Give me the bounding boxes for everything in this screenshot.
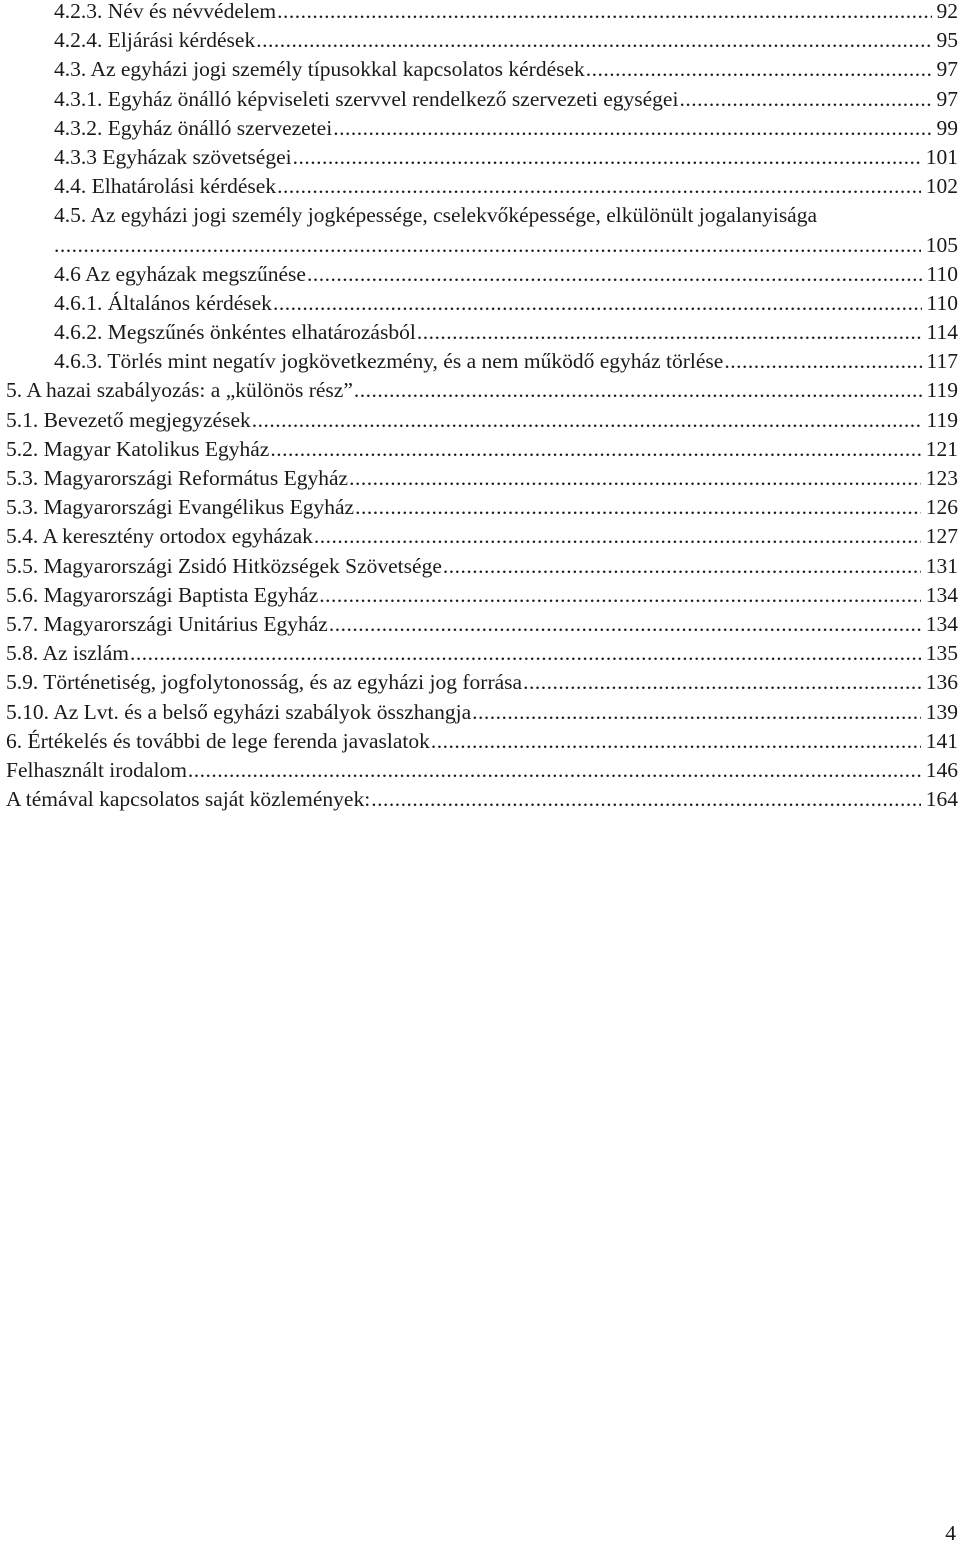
page-number: 4: [945, 1521, 956, 1545]
toc-entry[interactable]: [0, 756, 960, 785]
toc-entry[interactable]: [0, 85, 960, 114]
toc-entry[interactable]: [0, 435, 960, 464]
toc-entry-page: 146: [925, 757, 958, 782]
dot-leader: [679, 85, 931, 114]
dot-leader: [586, 55, 932, 84]
dot-leader: [329, 610, 921, 639]
toc-entry-title: 4.3. Az egyházi jogi személy típusokkal kapcsolatos kérdések: [54, 57, 585, 82]
toc-entry-page: 121: [925, 436, 958, 461]
toc-entry[interactable]: [0, 289, 960, 318]
dot-leader: [273, 289, 922, 318]
dot-leader: [319, 581, 920, 610]
dot-leader: [314, 522, 921, 551]
toc-entry-page: 110: [926, 261, 958, 286]
toc-entry-title: 5.2. Magyar Katolikus Egyház: [6, 436, 270, 461]
toc-entry-page: 119: [926, 378, 958, 403]
toc-entry[interactable]: [0, 552, 960, 581]
toc-entry-page: 105: [925, 232, 958, 257]
dot-leader: [333, 114, 931, 143]
toc-entry-title: 5.3. Magyarországi Evangélikus Egyház: [6, 495, 355, 520]
toc-entry-title: 4.6.2. Megszűnés önkéntes elhatározásból: [54, 320, 416, 345]
toc-entry-title: 4.6.1. Általános kérdések: [54, 290, 272, 315]
toc-entry-title: 4.6 Az egyházak megszűnése: [54, 261, 306, 286]
toc-entry[interactable]: [0, 347, 960, 376]
toc-entry-title: 5.7. Magyarországi Unitárius Egyház: [6, 611, 328, 636]
toc-entry-page: 95: [936, 28, 958, 53]
toc-entry-page: 92: [936, 0, 958, 23]
toc-entry-page: 141: [925, 728, 958, 753]
toc-entry-title: 5.3. Magyarországi Református Egyház: [6, 466, 349, 490]
toc-entry[interactable]: [0, 201, 960, 230]
toc-entry-page: 97: [936, 86, 958, 111]
toc-entry[interactable]: [0, 26, 960, 55]
dot-leader: [472, 698, 921, 727]
toc-entry[interactable]: [0, 143, 960, 172]
toc-entry[interactable]: [0, 610, 960, 639]
toc-entry-title: 4.2.3. Név és névvédelem: [54, 0, 277, 23]
toc-entry-page: 114: [926, 320, 958, 345]
dot-leader: [277, 172, 921, 201]
toc-entry[interactable]: [0, 55, 960, 84]
toc-entry-page: 123: [925, 466, 958, 490]
toc-entry[interactable]: [0, 464, 960, 493]
toc-entry-page: 136: [925, 670, 958, 695]
toc-entry[interactable]: [0, 698, 960, 727]
toc-entry[interactable]: [0, 639, 960, 668]
dot-leader: [431, 727, 921, 756]
toc-entry-page: 102: [925, 174, 958, 199]
toc-entry-page: 126: [925, 495, 958, 520]
toc-entry-page: 97: [936, 57, 958, 82]
dot-leader: [355, 493, 921, 522]
toc-entry[interactable]: [0, 0, 960, 26]
toc-entry-title: 5.9. Történetiség, jogfolytonosság, és az egyházi jog forrása: [6, 670, 523, 695]
toc-entry-title: 5.6. Magyarországi Baptista Egyház: [6, 582, 319, 607]
dot-leader: [417, 318, 922, 347]
toc-entry-title: 4.2.4. Eljárási kérdések: [54, 28, 256, 53]
dot-leader: [252, 406, 922, 435]
toc-entry-page: 134: [925, 582, 958, 607]
toc-entry-page: 139: [925, 699, 958, 724]
toc-entry-title: 5. A hazai szabályozás: a „különös rész”: [6, 378, 353, 403]
toc-entry[interactable]: [0, 727, 960, 756]
toc-entry-title: A témával kapcsolatos saját közlemények:: [6, 787, 371, 812]
toc-entry-title: 4.3.2. Egyház önálló szervezetei: [54, 115, 333, 140]
toc-entry[interactable]: [0, 406, 960, 435]
toc-entry[interactable]: [0, 581, 960, 610]
toc-entry-title: 5.8. Az iszlám: [6, 641, 130, 666]
toc-entry-page: 99: [936, 115, 958, 140]
dot-leader: [443, 552, 921, 581]
toc-entry-continuation[interactable]: [0, 231, 960, 260]
toc-entry-page: 119: [926, 407, 958, 432]
toc-entry-page: 134: [925, 611, 958, 636]
dot-leader: [270, 435, 920, 464]
toc-entry-title: 4.4. Elhatárolási kérdések: [54, 174, 277, 199]
toc-entry[interactable]: [0, 376, 960, 405]
toc-entry[interactable]: [0, 493, 960, 522]
dot-leader: [54, 231, 921, 260]
dot-leader: [354, 376, 922, 405]
dot-leader: [523, 668, 921, 697]
toc-entry-title: 5.10. Az Lvt. és a belső egyházi szabályok összhangja: [6, 699, 472, 724]
toc-entry-title: 4.3.3 Egyházak szövetségei: [54, 144, 292, 169]
toc-entry-title: 6. Értékelés és további de lege ferenda javaslatok: [6, 728, 430, 753]
toc-entry-title: 5.5. Magyarországi Zsidó Hitközségek Szövetsége: [6, 553, 442, 578]
dot-leader: [293, 143, 921, 172]
dot-leader: [188, 756, 921, 785]
toc-entry[interactable]: [0, 260, 960, 289]
toc-entry[interactable]: [0, 318, 960, 347]
toc-entry-title: Felhasznált irodalom: [6, 757, 187, 782]
toc-entry-title: 5.4. A keresztény ortodox egyházak: [6, 524, 313, 549]
toc-entry-page: 101: [925, 144, 958, 169]
dot-leader: [256, 26, 931, 55]
toc-entry-title: 4.6.3. Törlés mint negatív jogkövetkezmény, és a nem működő egyház törlése: [54, 349, 724, 374]
dot-leader: [349, 464, 921, 493]
toc-entry-page: 117: [926, 349, 958, 374]
toc-entry-page: 135: [925, 641, 958, 666]
toc-entry-page: 164: [925, 787, 958, 812]
toc-entry[interactable]: [0, 785, 960, 814]
toc-entry-page: 131: [925, 553, 958, 578]
toc-entry-page: 127: [925, 524, 958, 549]
toc-entry-page: 110: [926, 290, 958, 315]
dot-leader: [307, 260, 922, 289]
dot-leader: [130, 639, 921, 668]
toc-entry-title: 4.3.1. Egyház önálló képviseleti szervvel rendelkező szervezeti egységei: [54, 86, 679, 111]
dot-leader: [371, 785, 921, 814]
toc-entry[interactable]: [0, 114, 960, 143]
toc-entry[interactable]: [0, 172, 960, 201]
dot-leader: [277, 0, 931, 26]
toc-entry[interactable]: [0, 522, 960, 551]
toc-entry[interactable]: [0, 668, 960, 697]
toc-entry-title: 4.5. Az egyházi jogi személy jogképessége, cselekvőképessége, elkülönült jogalanyisága: [54, 203, 818, 228]
toc-entry-title: 5.1. Bevezető megjegyzések: [6, 407, 251, 432]
dot-leader: [724, 347, 921, 376]
